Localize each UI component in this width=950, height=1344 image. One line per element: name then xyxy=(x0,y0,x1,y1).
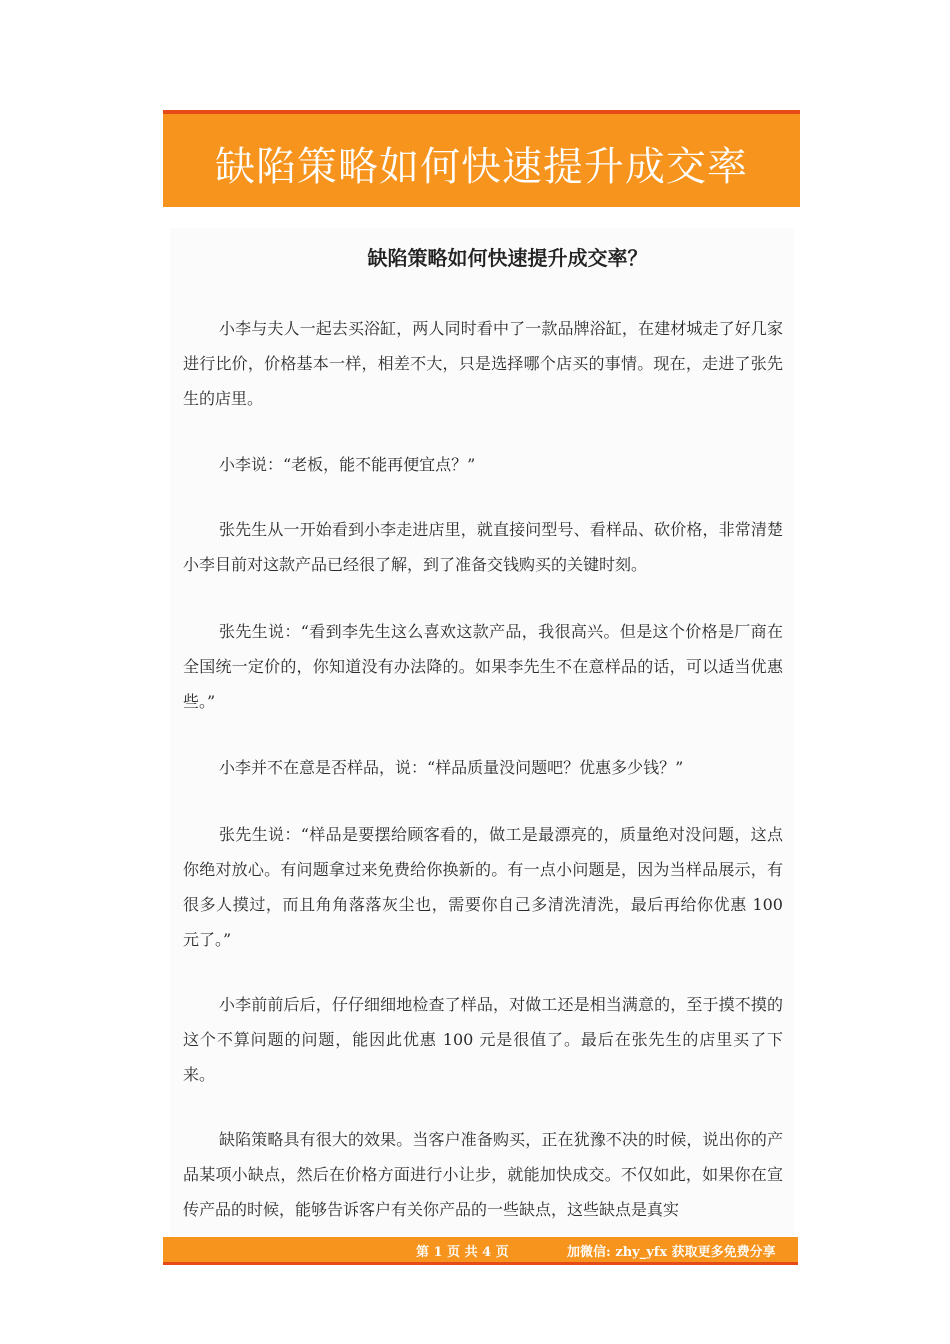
paragraph-6: 张先生说：“样品是要摆给顾客看的，做工是最漂亮的，质量绝对没问题，这点你绝对放心。有问题拿过来免费给你换新的。有一点小问题是，因为当样品展示，有很多人摸过，而且角角落落灰尘也，需要你自己多清洗清洗，最后再给你优惠 100 元了。” xyxy=(183,825,783,949)
paragraph-3: 张先生从一开始看到小李走进店里，就直接问型号、看样品、砍价格，非常清楚小李目前对这款产品已经很了解，到了准备交钱购买的关键时刻。 xyxy=(183,520,783,574)
promo-text: 加微信: zhy_yfx 获取更多免费分享 xyxy=(567,1245,776,1260)
banner-title: 缺陷策略如何快速提升成交率 xyxy=(215,144,748,190)
document-title: 缺陷策略如何快速提升成交率？ xyxy=(367,246,648,270)
page-indicator: 第 1 页 共 4 页 xyxy=(416,1245,509,1260)
paragraph-8: 缺陷策略具有很大的效果。当客户准备购买，正在犹豫不决的时候，说出你的产品某项小缺点，然后在价格方面进行小让步，就能加快成交。不仅如此，如果你在宣传产品的时候，能够告诉客户有关你产品的一些缺点，这些缺点是真实 xyxy=(183,1130,783,1219)
header-banner xyxy=(163,110,800,207)
paragraph-1: 小李与夫人一起去买浴缸，两人同时看中了一款品牌浴缸，在建材城走了好几家进行比价，价格基本一样，相差不大，只是选择哪个店买的事情。现在，走进了张先生的店里。 xyxy=(183,319,783,408)
paragraph-4: 张先生说：“看到李先生这么喜欢这款产品，我很高兴。但是这个价格是厂商在全国统一定价的，你知道没有办法降的。如果李先生不在意样品的话，可以适当优惠些。” xyxy=(183,622,783,711)
paragraph-5: 小李并不在意是否样品，说：“样品质量没问题吧？优惠多少钱？” xyxy=(219,758,684,777)
paragraph-2: 小李说：“老板，能不能再便宜点？” xyxy=(219,455,476,474)
paragraph-7: 小李前前后后，仔仔细细地检查了样品，对做工还是相当满意的，至于摸不摸的这个不算问题的问题，能因此优惠 100 元是很值了。最后在张先生的店里买了下来。 xyxy=(183,995,783,1084)
footer-bar xyxy=(163,1237,798,1265)
